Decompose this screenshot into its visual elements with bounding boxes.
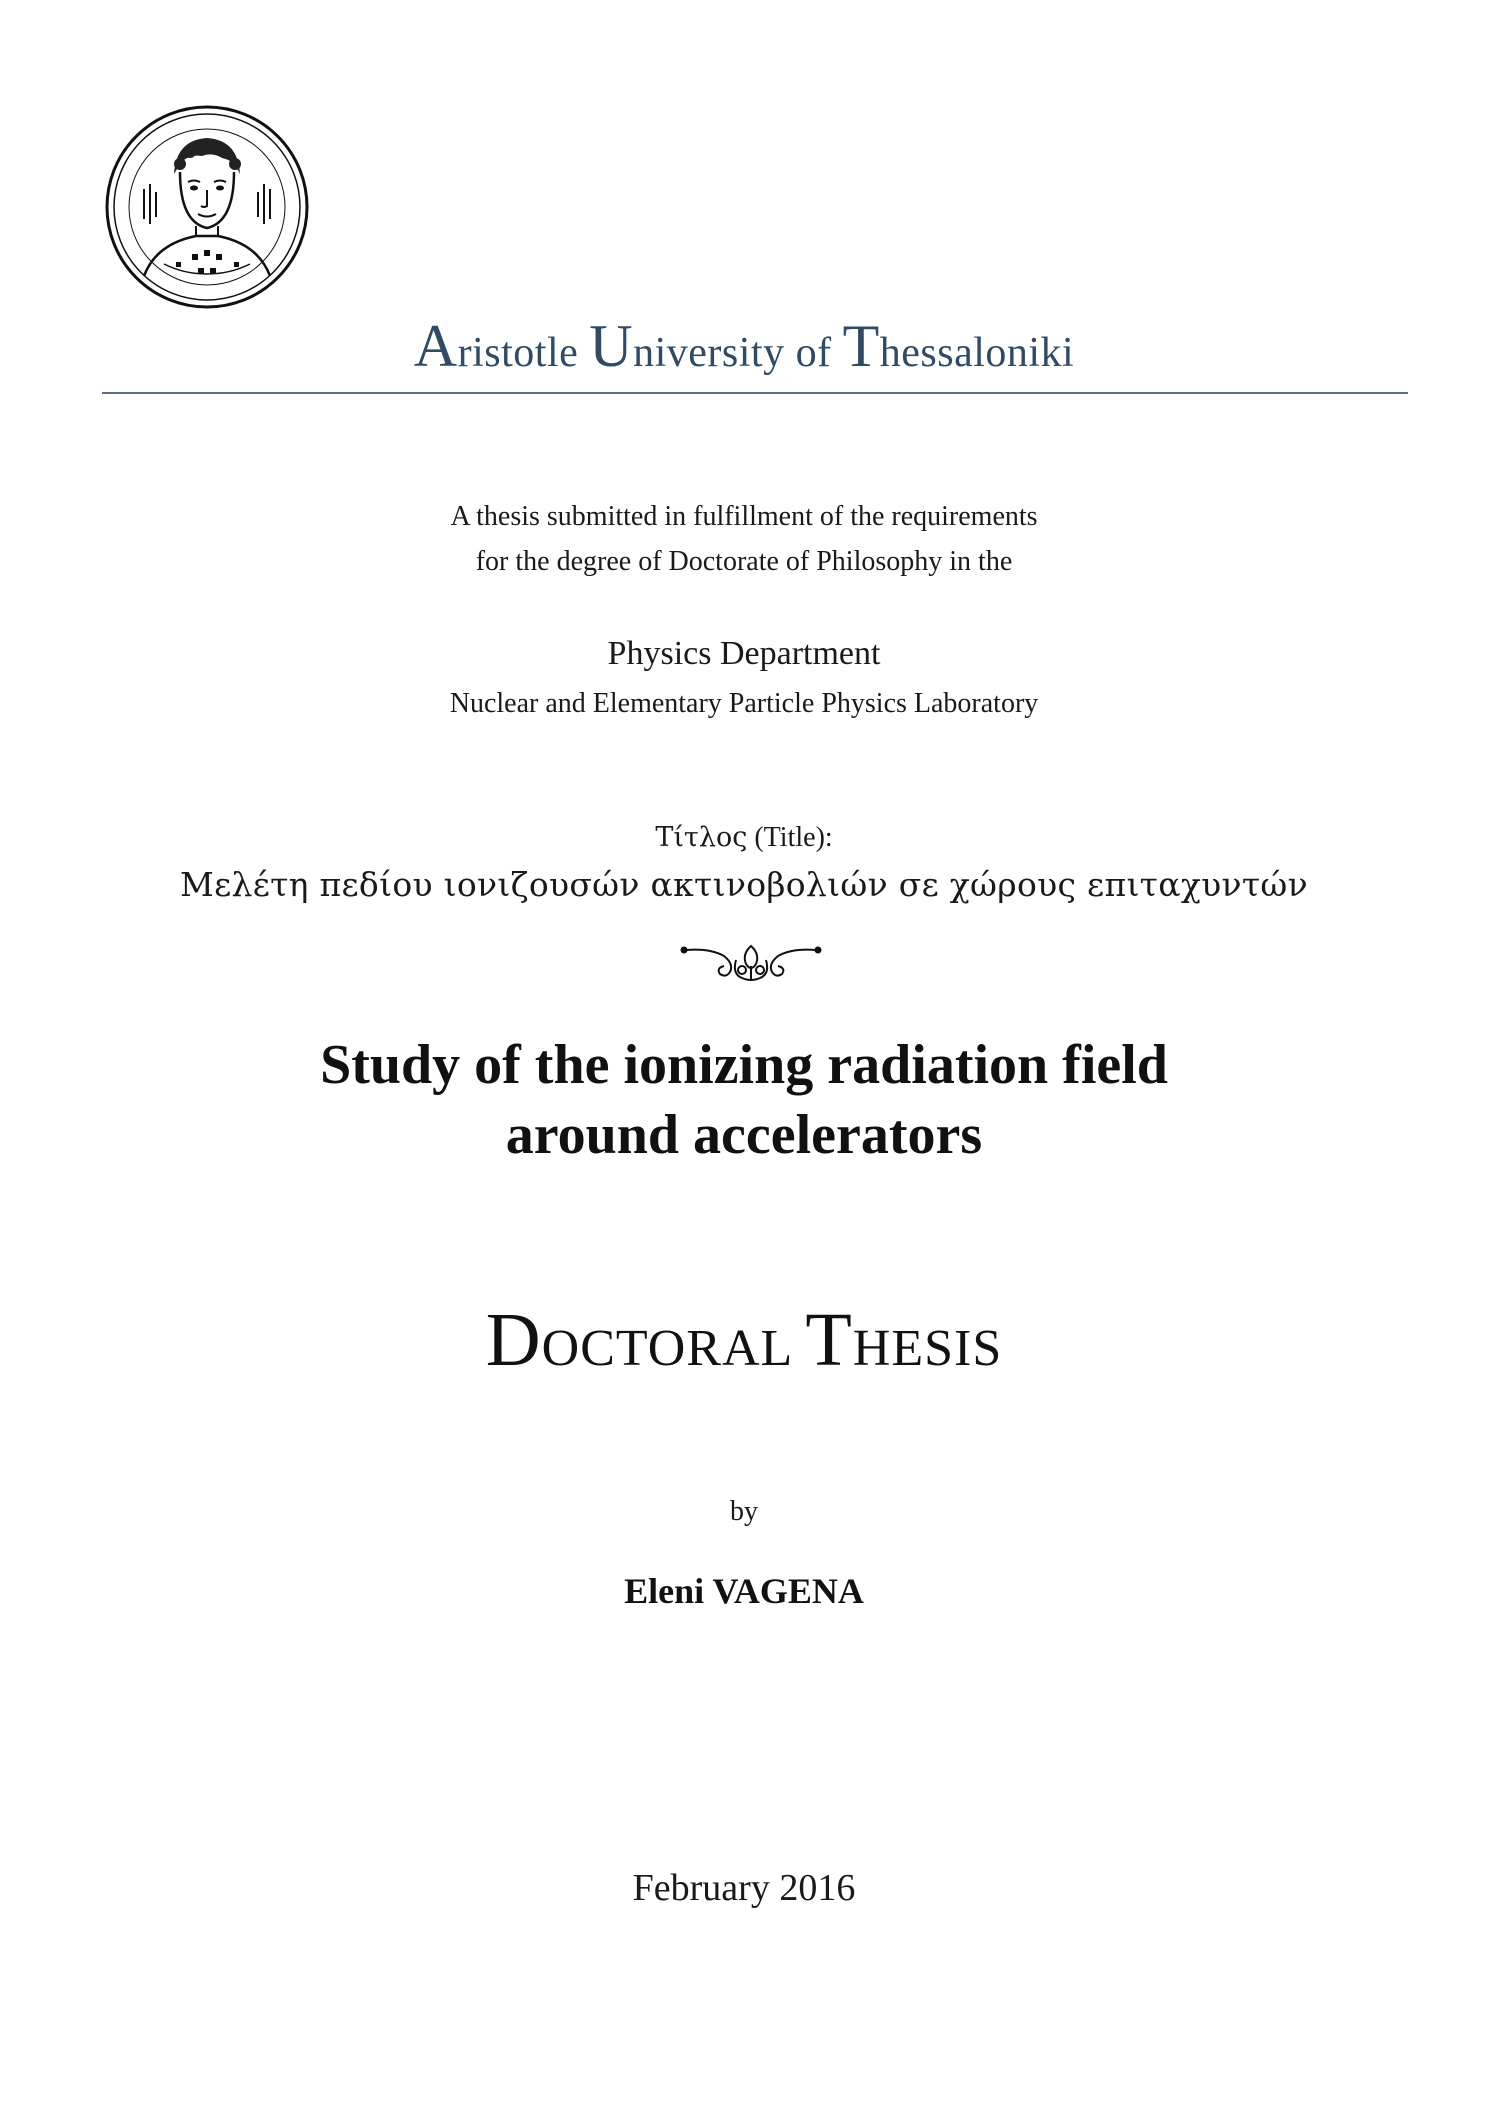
thesis-type-word-2-rest: HESIS <box>852 1320 1003 1377</box>
english-title-line-2: around accelerators <box>505 1104 983 1166</box>
submission-statement <box>0 494 1488 584</box>
university-word-1-initial: A <box>413 313 458 379</box>
decorative-flourish-icon <box>680 940 822 986</box>
english-title-line-1: Study of the ionizing radiation field <box>320 1034 1168 1096</box>
title-label-close: ): <box>815 822 833 853</box>
greek-thesis-title: Μελέτη πεδίου ιονιζουσών ακτινοβολιών σε χώρους επιταχυντών <box>180 865 1308 904</box>
title-label <box>0 820 1488 856</box>
submission-line-1: A thesis submitted in fulfillment of the requirements <box>450 501 1038 532</box>
university-name <box>0 312 1488 381</box>
university-word-4-initial: T <box>842 313 880 379</box>
english-thesis-title <box>0 1030 1488 1170</box>
thesis-type-word-1-rest: OCTORAL <box>541 1320 792 1377</box>
title-label-english: Title <box>763 822 816 853</box>
department-name: Physics Department <box>607 635 881 672</box>
thesis-type-word-2-initial: T <box>805 1298 853 1382</box>
title-label-open: ( <box>747 822 764 853</box>
university-word-2-rest: niversity <box>633 330 785 376</box>
university-seal-logo <box>104 104 310 310</box>
by-label: by <box>730 1496 758 1527</box>
thesis-type <box>0 1300 1488 1389</box>
thesis-type-word-1-initial: D <box>485 1298 542 1382</box>
university-word-2-initial: U <box>589 313 634 379</box>
university-word-3: of <box>795 330 832 376</box>
submission-line-2: for the degree of Doctorate of Philosophy in the <box>475 546 1013 577</box>
title-label-greek: Τίτλος <box>655 822 748 853</box>
laboratory-name: Nuclear and Elementary Particle Physics Laboratory <box>449 688 1039 719</box>
header-divider <box>102 392 1408 394</box>
author-name: Eleni VAGENA <box>624 1571 864 1611</box>
submission-date: February 2016 <box>632 1867 856 1909</box>
university-word-4-rest: hessaloniki <box>879 330 1075 376</box>
university-word-1-rest: ristotle <box>457 330 579 376</box>
